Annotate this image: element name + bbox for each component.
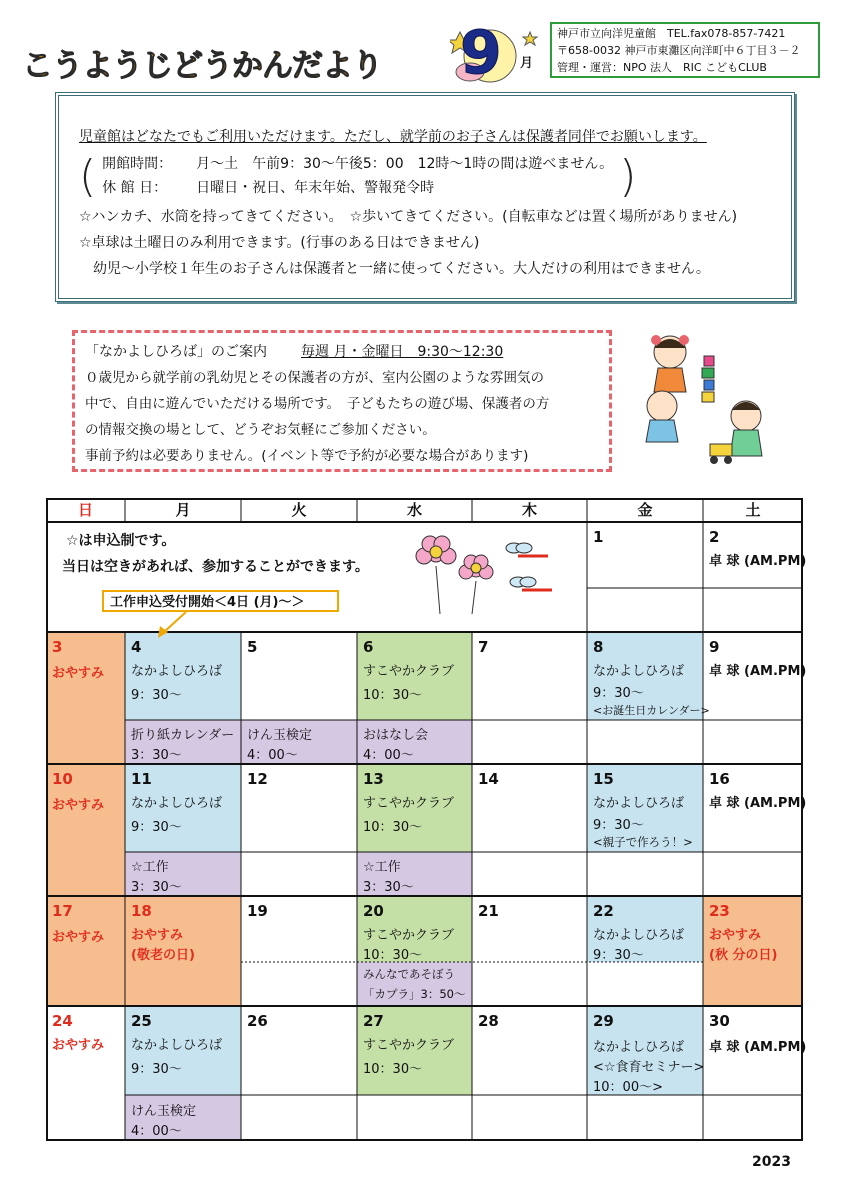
opening-hours (102, 152, 613, 176)
event-note: <お誕生日カレンダー> (593, 704, 710, 717)
holiday-name: (秋 分の日) (709, 948, 778, 963)
nutrition-seminar-event: <☆食育セミナー> (593, 1060, 705, 1075)
kapla-event: みんなであそぼう (363, 967, 455, 981)
closed-days-value: 日曜日・祝日、年末年始、警報発令時 (196, 180, 435, 196)
rule-line: ☆卓球は土曜日のみ利用できます。(行事のある日はできません) (79, 235, 480, 251)
nakayoshi-event: なかよしひろば (131, 664, 223, 679)
day-5: 5 (247, 638, 258, 656)
closed-label: おやすみ (131, 928, 184, 943)
weekday-header-fri: 金 (637, 501, 653, 519)
nakayoshi-event: なかよしひろば (593, 664, 685, 679)
day-4: 4 (131, 638, 142, 656)
nakayoshi-event: なかよしひろば (131, 1038, 223, 1053)
day-26: 26 (247, 1012, 268, 1030)
event-time: 9：30～ (593, 818, 644, 833)
event-time: 9：30～ (131, 820, 182, 835)
closed-label: おやすみ (52, 666, 105, 681)
event-time: 10：30～ (363, 1062, 423, 1077)
nakayoshi-heading (85, 339, 599, 365)
nakayoshi-event: なかよしひろば (593, 928, 685, 943)
event-time: 10：30～ (363, 688, 423, 703)
day-11: 11 (131, 770, 152, 788)
event-time: 4：00～ (363, 748, 414, 763)
closed-label: おやすみ (52, 798, 105, 813)
day-2: 2 (709, 528, 720, 546)
day-8: 8 (593, 638, 604, 656)
table-tennis-event: 卓 球 (AM.PM) (709, 1040, 807, 1055)
event-time: 4：00～ (247, 748, 298, 763)
day-29: 29 (593, 1012, 614, 1030)
day-10: 10 (52, 770, 73, 788)
left-brace: ( (79, 151, 97, 202)
day-22: 22 (593, 902, 614, 920)
kendama-event: けん玉検定 (247, 728, 313, 743)
event-time: 3：30～ (131, 748, 182, 763)
day-12: 12 (247, 770, 268, 788)
event-time: 10：00～> (593, 1080, 663, 1095)
kendama-event: けん玉検定 (131, 1104, 197, 1119)
children-playing-icon (628, 330, 788, 470)
day-15: 15 (593, 770, 614, 788)
weekday-header-sat: 土 (745, 501, 761, 519)
weekday-header-thu: 木 (521, 501, 537, 519)
event-time: 9：30～ (593, 948, 644, 963)
table-tennis-event: 卓 球 (AM.PM) (709, 554, 807, 569)
day-16: 16 (709, 770, 730, 788)
opening-hours-label: 開館時間： (102, 156, 173, 172)
closed-days-label: 休 館 日： (102, 180, 168, 196)
usage-rules-box (55, 92, 795, 302)
event-time: 10：30～ (363, 948, 423, 963)
flower-dragonfly-icon (406, 526, 586, 616)
month-badge (450, 18, 545, 88)
day-27: 27 (363, 1012, 384, 1030)
nakayoshi-title: 「なかよしひろば」のご案内 (85, 344, 267, 360)
event-time: 10：30～ (363, 820, 423, 835)
kids-illustration (628, 330, 788, 470)
event-time: 9：30～ (131, 688, 182, 703)
sukoyaka-event: すこやかクラブ (363, 1038, 455, 1053)
day-3: 3 (52, 638, 63, 656)
day-21: 21 (478, 902, 499, 920)
day-19: 19 (247, 902, 268, 920)
event-time: 3：30～ (363, 880, 414, 895)
event-note: <親子で作ろう！> (593, 835, 693, 849)
day-14: 14 (478, 770, 499, 788)
table-tennis-event: 卓 球 (AM.PM) (709, 664, 807, 679)
opening-hours-value: 月～土 午前9：30～午後5：00 12時～1時の間は遊べません。 (196, 156, 614, 172)
nakayoshi-body: の情報交換の場として、どうぞお気軽にご参加ください。 (85, 422, 436, 438)
closed-label: おやすみ (52, 930, 105, 945)
event-time: 9：30～ (593, 686, 644, 701)
day-25: 25 (131, 1012, 152, 1030)
event-time: 3：30～ (131, 880, 182, 895)
nakayoshi-body: ０歳児から就学前の乳幼児とその保護者の方が、室内公園のような雰囲気の (85, 370, 544, 386)
storytelling-event: おはなし会 (363, 728, 429, 743)
closed-label: おやすみ (52, 1038, 105, 1053)
nakayoshi-event: なかよしひろば (593, 1040, 685, 1055)
day-30: 30 (709, 1012, 730, 1030)
event-time: 9：30～ (131, 1062, 182, 1077)
origami-event: 折り紙カレンダー (131, 728, 235, 743)
day-6: 6 (363, 638, 374, 656)
craft-event: ☆工作 (363, 860, 401, 875)
nakayoshi-hiroba-box (72, 330, 612, 472)
nakayoshi-event: なかよしひろば (593, 796, 685, 811)
nakayoshi-body: 中で、自由に遊んでいただける場所です。 子どもたちの遊び場、保護者の方 (85, 396, 550, 412)
rule-line: 幼児～小学校１年生のお子さんは保護者と一緒に使ってください。大人だけの利用はできません。 (93, 261, 710, 277)
monthly-calendar (46, 498, 807, 1141)
flowers-illustration (406, 526, 586, 616)
weekday-header-wed: 水 (406, 501, 422, 519)
day-9: 9 (709, 638, 720, 656)
event-time: 4：00～ (131, 1124, 182, 1139)
weekday-header-tue: 火 (291, 501, 307, 519)
right-brace: ) (619, 151, 637, 202)
registration-note: ☆は申込制です。 (66, 533, 176, 549)
sukoyaka-event: すこやかクラブ (363, 796, 455, 811)
day-28: 28 (478, 1012, 499, 1030)
nakayoshi-schedule: 毎週 月・金曜日 9:30～12:30 (301, 344, 504, 360)
nakayoshi-event: なかよしひろば (131, 796, 223, 811)
day-1: 1 (593, 528, 604, 546)
info-line: 〒658-0032 神戸市東灘区向洋町中６丁目３－２ (557, 44, 801, 57)
hours-list (96, 152, 619, 202)
sukoyaka-event: すこやかクラブ (363, 664, 455, 679)
weekday-header-sun: 日 (77, 501, 93, 519)
month-kanji: 月 (520, 56, 534, 71)
info-line: 管理・運営：NPO 法人 RIC こどもCLUB (557, 61, 767, 74)
closed-days (102, 176, 613, 200)
month-number: 9 (460, 18, 502, 88)
craft-event: ☆工作 (131, 860, 169, 875)
day-23: 23 (709, 902, 730, 920)
holiday-name: (敬老の日) (131, 948, 195, 963)
facility-info-box (550, 22, 820, 78)
nakayoshi-body: 事前予約は必要ありません。(イベント等で予約が必要な場合があります) (85, 448, 529, 464)
closed-label: おやすみ (709, 928, 762, 943)
day-13: 13 (363, 770, 384, 788)
usage-intro: 児童館はどなたでもご利用いただけます。ただし、就学前のお子さんは保護者同伴でお願いします。 (79, 129, 707, 145)
table-tennis-event: 卓 球 (AM.PM) (709, 796, 807, 811)
sukoyaka-event: すこやかクラブ (363, 928, 455, 943)
day-20: 20 (363, 902, 384, 920)
newsletter-title: こうようじどうかんだより (22, 48, 382, 84)
day-7: 7 (478, 638, 489, 656)
day-18: 18 (131, 902, 152, 920)
hours-block (79, 152, 777, 202)
walkin-note: 当日は空きがあれば、参加することができます。 (62, 559, 369, 575)
day-17: 17 (52, 902, 73, 920)
weekday-header-mon: 月 (175, 501, 191, 519)
footer-year: 2023 (752, 1154, 791, 1170)
event-time: 「カプラ」3：50～ (363, 987, 466, 1001)
day-24: 24 (52, 1012, 73, 1030)
rule-line: ☆ハンカチ、水筒を持ってきてください。 ☆歩いてきてください。(自転車などは置く場所がありません) (79, 209, 738, 225)
craft-registration-callout: 工作申込受付開始＜4日 (月)～＞ (102, 590, 339, 612)
info-line: 神戸市立向洋児童館 TEL.fax078-857-7421 (557, 27, 786, 40)
